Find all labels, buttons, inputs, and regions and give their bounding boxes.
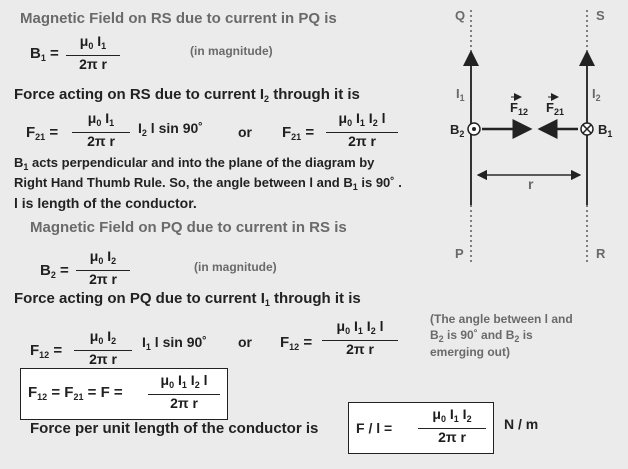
f12a-lhs: $F_{12}$ = <box>30 342 63 360</box>
label-p: P <box>455 246 464 261</box>
final-equation-fraction: $\mu_0$ $I_1$ $I_2$ l 2π r <box>148 372 220 412</box>
label-r-separation: r <box>528 176 534 192</box>
f12b-lhs: $F_{12}$ = <box>280 334 313 352</box>
b1-lhs: $B_1$ = <box>30 45 59 63</box>
label-r: R <box>596 246 606 261</box>
para-2: Right Hand Thumb Rule. So, the angle between l and $B_1$ is 90˚ . <box>14 175 402 192</box>
or-2: or <box>238 334 252 350</box>
f12a-tail: $I_1$ l sin 90˚ <box>142 334 207 352</box>
b2-note: (in magnitude) <box>194 260 277 274</box>
per-length-fraction: $\mu_0$ $I_1$ $I_2$ 2π r <box>418 406 486 446</box>
per-length-label: Force per unit length of the conductor is <box>30 420 319 437</box>
label-b1: $B_1$ <box>598 122 613 139</box>
b1-note: (in magnitude) <box>190 44 273 58</box>
label-q: Q <box>455 8 466 23</box>
heading-f21: Force acting on RS due to current $I_2$ through it is <box>14 86 360 104</box>
para-3: l is length of the conductor. <box>14 195 197 211</box>
f21b-lhs: $F_{21}$ = <box>282 124 315 142</box>
final-equation-lhs: $F_{12} = F_{21} = F$ = <box>28 384 123 402</box>
per-length-lhs: F / l = <box>356 420 393 436</box>
f21b-fraction: $\mu_0$ $I_1$ $I_2$ l 2π r <box>326 110 398 150</box>
f12a-fraction: $\mu_0$ $I_2$ 2π r <box>74 328 132 368</box>
b2-lhs: $B_2$ = <box>40 262 69 280</box>
f21a-fraction: $\mu_0$ $I_1$ 2π r <box>72 110 130 150</box>
or-1: or <box>238 124 252 140</box>
heading-b1: Magnetic Field on RS due to current in PQ is <box>20 10 337 27</box>
label-f12: $F_{12}$ <box>510 100 528 117</box>
f21a-lhs: $F_{21}$ = <box>26 124 59 142</box>
angle-note-line-3: emerging out) <box>430 345 510 359</box>
f12b-fraction: $\mu_0$ $I_1$ $I_2$ l 2π r <box>322 318 398 358</box>
angle-note-line-2: $B_2$ is 90˚ and $B_2$ is <box>430 328 533 344</box>
b2-fraction: $\mu_0$ $I_2$ 2π r <box>76 248 130 288</box>
label-b2: $B_2$ <box>450 122 465 139</box>
label-s: S <box>596 8 605 23</box>
heading-b2: Magnetic Field on PQ due to current in RS is <box>30 219 347 236</box>
label-i1: $I_1$ <box>456 86 465 103</box>
unit-label: N / m <box>504 416 539 432</box>
label-i2: $I_2$ <box>592 86 601 103</box>
label-f21: $F_{21}$ <box>546 100 564 117</box>
para-1: $B_1$ acts perpendicular and into the plane of the diagram by <box>14 155 375 172</box>
heading-f12: Force acting on PQ due to current $I_1$ through it is <box>14 290 361 308</box>
f21a-tail: $I_2$ l sin 90˚ <box>138 120 203 138</box>
angle-note-line-1: (The angle between l and <box>430 312 573 326</box>
b1-fraction: $\mu_0$ $I_1$ 2π r <box>66 33 120 73</box>
